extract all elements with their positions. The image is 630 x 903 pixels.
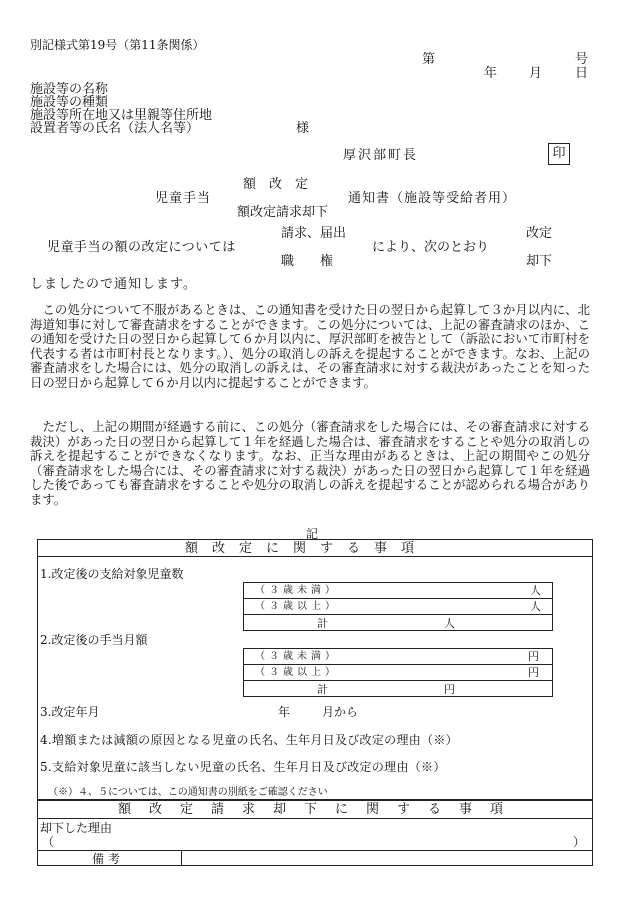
- children-total-label: 計: [317, 617, 328, 630]
- facility-address-label: 施設等所在地又は里親等住所地: [30, 108, 213, 123]
- divider: [243, 598, 553, 599]
- amount-row-over3-unit: 円: [528, 666, 539, 679]
- rejection-header: 額改定請求却下に関する事項: [118, 802, 522, 817]
- date-month: 月: [529, 66, 543, 81]
- asterisk-note: （※）４、５については、この通知書の別紙をご確認ください: [48, 787, 328, 798]
- notice-middle: により、次のとおり: [372, 240, 490, 255]
- rejection-reason-paren-open: （: [42, 835, 55, 849]
- facility-type-label: 施設等の種類: [30, 95, 109, 110]
- amount-row-over3-label: （３歳以上）: [255, 667, 339, 678]
- rejection-reason-paren-close: ）: [573, 835, 586, 849]
- child-row-under3-label: （３歳未満）: [255, 585, 339, 596]
- title-prefix: 児童手当: [155, 191, 212, 206]
- notice-lead: 児童手当の額の改定については: [47, 240, 236, 255]
- child-row-under3-unit: 人: [530, 584, 541, 597]
- children-count-label: 1.改定後の支給対象児童数: [40, 567, 184, 581]
- item-5: 5.支給対象児童に該当しない児童の氏名、生年月日及び改定の理由（※）: [40, 760, 446, 774]
- title-option-1: 額 改 定: [243, 177, 309, 192]
- reason-option-1: 請求、届出: [281, 226, 347, 241]
- item-4: 4.増額または減額の原因となる児童の氏名、生年月日及び改定の理由（※）: [40, 733, 458, 747]
- remarks-label: 備考: [92, 852, 125, 866]
- divider: [243, 614, 553, 615]
- monthly-amount-label: 2.改定後の手当月額: [40, 633, 148, 647]
- divider: [37, 556, 593, 557]
- doc-number-suffix: 号: [575, 52, 589, 67]
- result-option-2: 却下: [526, 254, 553, 269]
- doc-number-prefix: 第: [422, 52, 436, 67]
- result-option-1: 改定: [526, 226, 553, 241]
- child-row-over3-unit: 人: [530, 600, 541, 613]
- seal-label: 印: [552, 146, 566, 161]
- date-year: 年: [484, 66, 498, 81]
- amount-total-label: 計: [317, 683, 328, 696]
- child-row-over3-label: （３歳以上）: [255, 601, 339, 612]
- amount-row-under3-unit: 円: [528, 650, 539, 663]
- title-suffix: 通知書（施設等受給者用）: [348, 191, 517, 206]
- honorific: 様: [296, 121, 310, 136]
- amount-row-under3-label: （３歳未満）: [255, 651, 339, 662]
- revision-header: 額改定に関する事項: [185, 541, 429, 556]
- date-day: 日: [575, 66, 589, 81]
- issuer-name: 厚沢部町長: [343, 148, 419, 163]
- divider: [243, 664, 553, 665]
- revision-date-month: 月から: [322, 705, 359, 719]
- appeal-paragraph-1: この処分について不服があるときは、この通知書を受けた日の翌日から起算して３か月以内に、北海道知事に対して審査請求をすることができます。この処分については、上記の審査請求のほか、この通知を受けた日の翌日から起算して６か月以内に、厚沢部町を被告として（訴訟において市町村を代表する者は市町村長となります。）、処分の取消しの訴えを提起することができます。なお、上記の審査請求をした場合には、処分の取消しの訴えは、その審査請求に対する裁決があったことを知った日の翌日から起算して６か月以内に提起することができます。: [30, 302, 590, 390]
- appeal-paragraph-2: ただし、上記の期間が経過する前に、この処分（審査請求をした場合には、その審査請求に対する裁決）があった日の翌日から起算して１年を経過した場合は、審査請求をすることや処分の取消しの訴えを提起することができなくなります。なお、正当な理由があるときは、上記の期間やこの処分（審査請求をした場合には、その審査請求に対する裁決）があった日の翌日から起算して１年を経過した後であっても審査請求をすることや処分の取消しの訴えを提起することが認められる場合があります。: [30, 419, 590, 507]
- divider: [243, 680, 553, 681]
- title-option-2: 額改定請求却下: [237, 205, 329, 220]
- divider: [37, 818, 593, 819]
- children-total-unit: 人: [444, 617, 455, 630]
- facility-name-label: 施設等の名称: [30, 82, 109, 97]
- divider: [37, 850, 593, 851]
- form-number: 別記様式第19号（第11条関係）: [30, 38, 205, 52]
- founder-name-label: 設置者等の氏名（法人名等）: [30, 121, 200, 136]
- seal-box: [548, 143, 570, 165]
- divider: [181, 850, 182, 866]
- rejection-reason-label: 却下した理由: [40, 821, 113, 835]
- revision-date-label: 3.改定年月: [40, 705, 100, 719]
- notice-closing: しましたので通知します。: [30, 277, 197, 292]
- reason-option-2: 職 権: [281, 254, 334, 269]
- ki-label: 記: [306, 527, 319, 541]
- amount-total-unit: 円: [444, 683, 455, 696]
- revision-date-year: 年: [278, 705, 291, 719]
